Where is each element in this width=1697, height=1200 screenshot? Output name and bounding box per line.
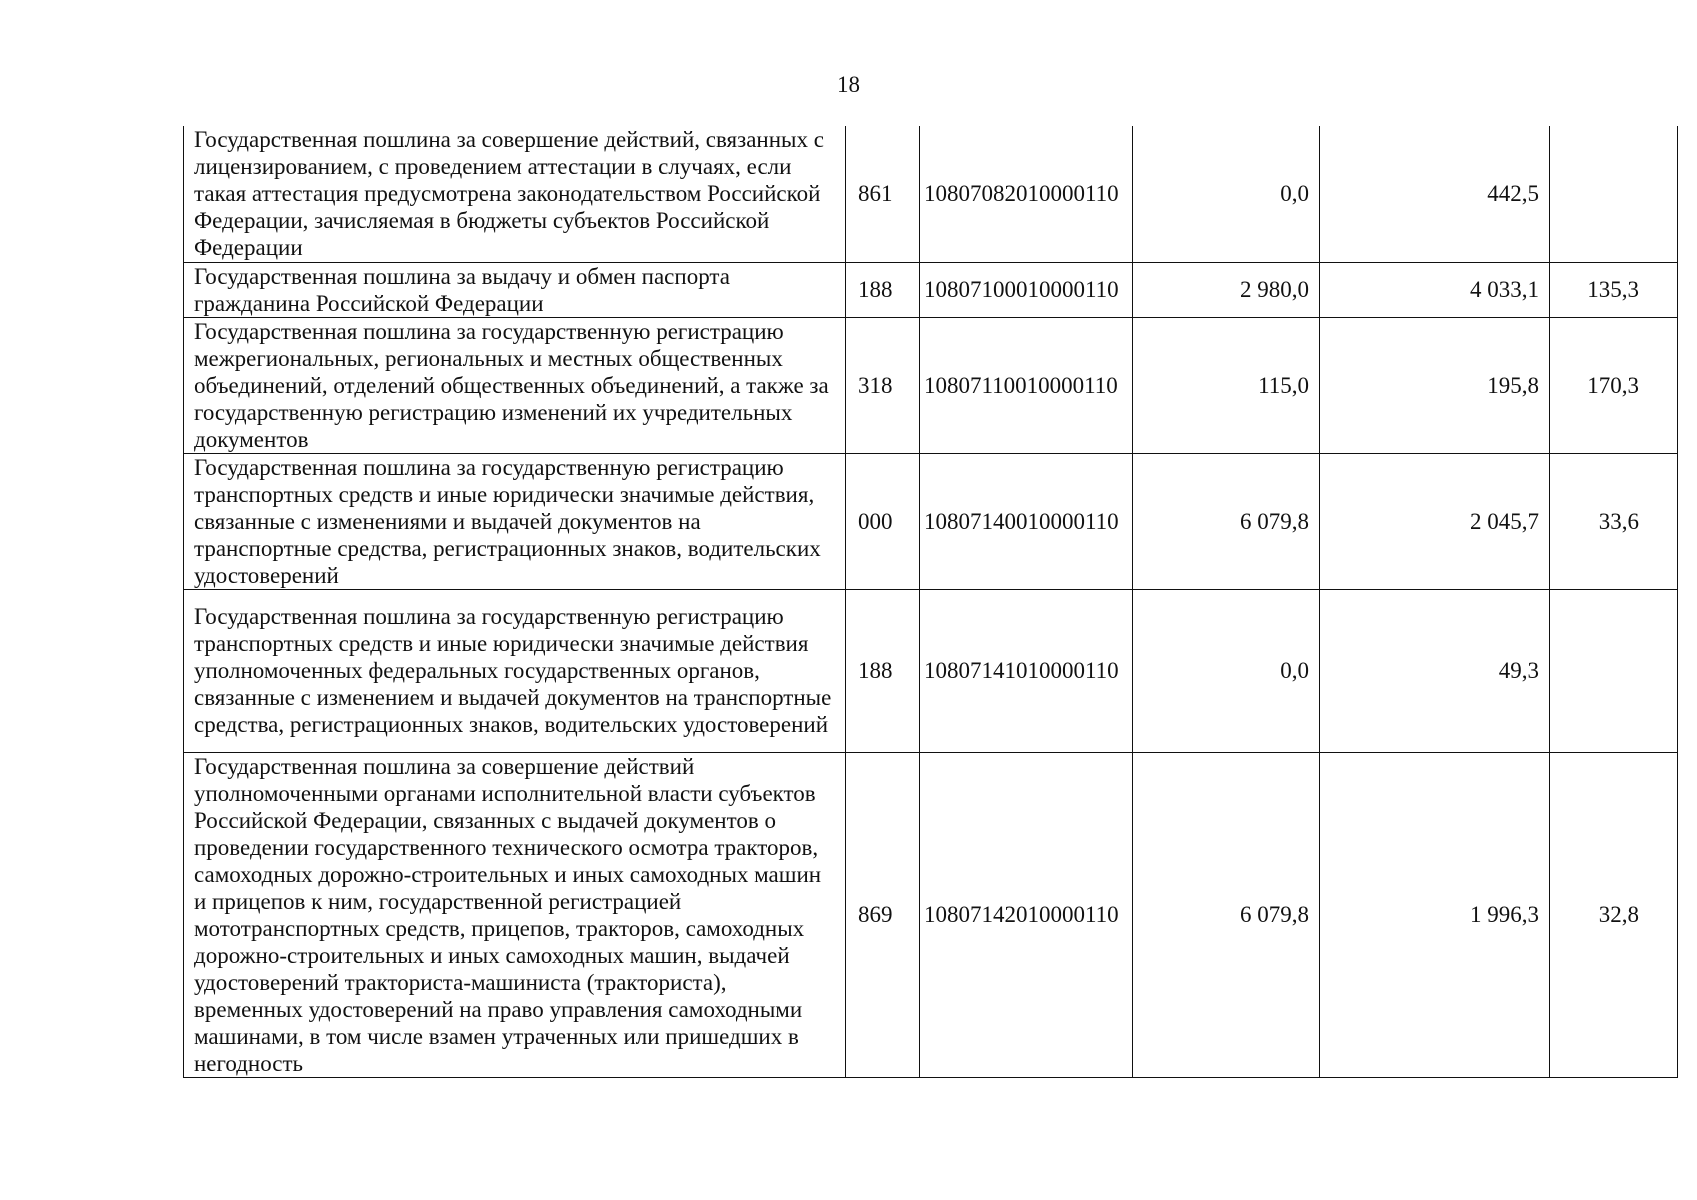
budget-classification-code: 10807140010000110: [920, 453, 1133, 589]
plan-value: 0,0: [1133, 126, 1320, 262]
page-number: 18: [837, 72, 860, 97]
budget-classification-code: 10807142010000110: [920, 752, 1133, 1077]
plan-value: 115,0: [1133, 317, 1320, 453]
budget-classification-code: 10807082010000110: [920, 126, 1133, 262]
execution-percent: 135,3: [1550, 262, 1678, 317]
budget-classification-code: 10807141010000110: [920, 589, 1133, 752]
table-row: [184, 752, 1678, 1077]
admin-code: 188: [846, 589, 920, 752]
table-row: [184, 126, 1678, 262]
actual-value: 2 045,7: [1320, 453, 1550, 589]
actual-value: 4 033,1: [1320, 262, 1550, 317]
table-row: [184, 453, 1678, 589]
plan-value: 2 980,0: [1133, 262, 1320, 317]
plan-value: 6 079,8: [1133, 453, 1320, 589]
admin-code: 188: [846, 262, 920, 317]
revenue-description: Государственная пошлина за совершение действий уполномоченными органами исполнительной власти субъектов Российской Федерации, связанных с выдачей документов о проведении государственного технического осмотра тракторов, самоходных дорожно-строительных и иных самоходных машин и прицепов к ним, государственной регистрацией мототранспортных средств, прицепов, тракторов, самоходных дорожно-строительных и иных самоходных машин, выдачей удостоверений тракториста-машиниста (тракториста), временных удостоверений на право управления самоходными машинами, в том числе взамен утраченных или пришедших в негодность: [184, 752, 846, 1077]
plan-value: 0,0: [1133, 589, 1320, 752]
plan-value: 6 079,8: [1133, 752, 1320, 1077]
execution-percent: [1550, 126, 1678, 262]
admin-code: 869: [846, 752, 920, 1077]
actual-value: 195,8: [1320, 317, 1550, 453]
execution-percent: 170,3: [1550, 317, 1678, 453]
admin-code: 318: [846, 317, 920, 453]
revenue-description: Государственная пошлина за государственную регистрацию транспортных средств и иные юридически значимые действия, связанные с изменениями и выдачей документов на транспортные средства, регистрационных знаков, водительских удостоверений: [184, 453, 846, 589]
admin-code: 861: [846, 126, 920, 262]
revenue-description: Государственная пошлина за выдачу и обмен паспорта гражданина Российской Федерации: [184, 262, 846, 317]
budget-revenue-table: [183, 126, 1678, 1078]
actual-value: 442,5: [1320, 126, 1550, 262]
revenue-description: Государственная пошлина за государственную регистрацию межрегиональных, региональных и местных общественных объединений, отделений общественных объединений, а также за государственную регистрацию изменений их учредительных документов: [184, 317, 846, 453]
execution-percent: 32,8: [1550, 752, 1678, 1077]
budget-classification-code: 10807100010000110: [920, 262, 1133, 317]
actual-value: 49,3: [1320, 589, 1550, 752]
table-row: [184, 317, 1678, 453]
budget-classification-code: 10807110010000110: [920, 317, 1133, 453]
table-row: [184, 262, 1678, 317]
revenue-description: Государственная пошлина за государственную регистрацию транспортных средств и иные юридически значимые действия уполномоченных федеральных государственных органов, связанные с изменением и выдачей документов на транспортные средства, регистрационных знаков, водительских удостоверений: [184, 589, 846, 752]
admin-code: 000: [846, 453, 920, 589]
table-row: [184, 589, 1678, 752]
revenue-description: Государственная пошлина за совершение действий, связанных с лицензированием, с проведением аттестации в случаях, если такая аттестация предусмотрена законодательством Российской Федерации, зачисляемая в бюджеты субъектов Российской Федерации: [184, 126, 846, 262]
execution-percent: [1550, 589, 1678, 752]
execution-percent: 33,6: [1550, 453, 1678, 589]
actual-value: 1 996,3: [1320, 752, 1550, 1077]
